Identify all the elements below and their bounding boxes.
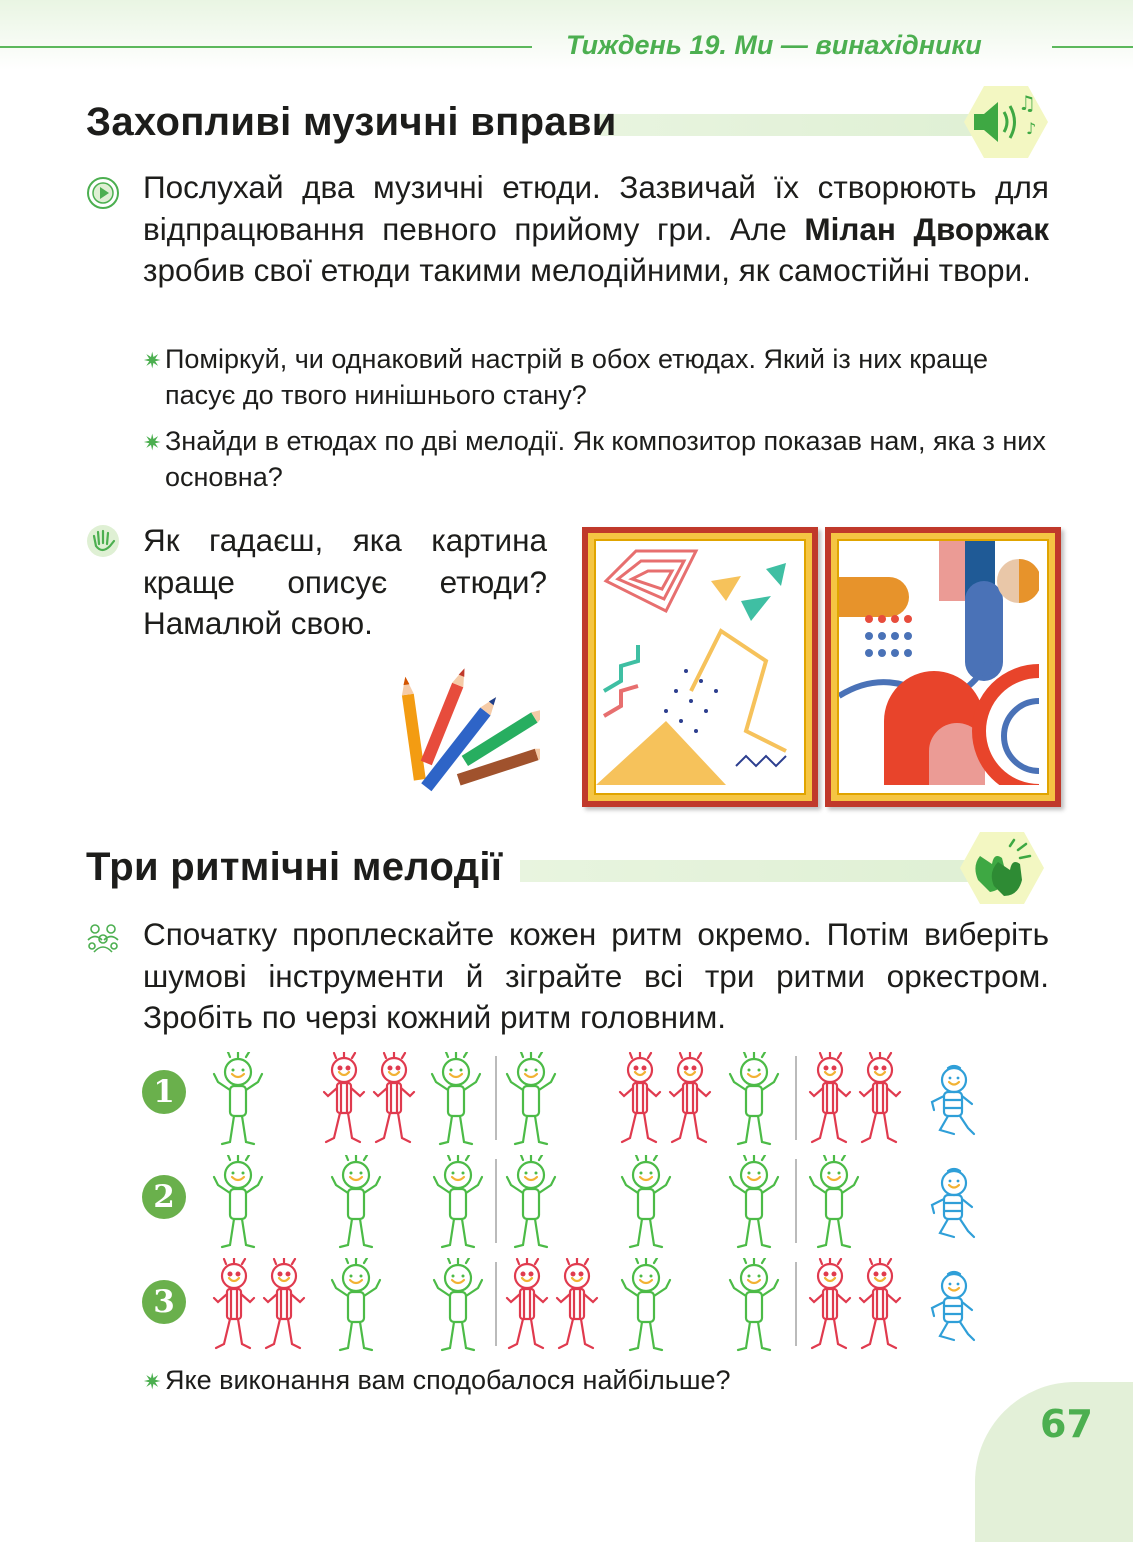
section-title-bar [600, 114, 1000, 136]
green-child-figure [430, 1052, 482, 1148]
asterisk-icon: ✷ [143, 430, 162, 455]
green-child-figure [212, 1052, 264, 1148]
green-child-figure [728, 1258, 780, 1354]
red-children-pair-figure [618, 1052, 716, 1148]
blue-resting-child-figure [928, 1064, 978, 1144]
green-child-figure [212, 1155, 264, 1251]
group-paragraph: Спочатку проплескайте кожен ритм окремо. Потім виберіть шумові інструменти й зіграйте всі три ритми оркестром. Зробіть по черзі кожний ритм головним. [143, 916, 1049, 1035]
green-child-figure [432, 1258, 484, 1354]
section-title-music-exercises: Захопливі музичні вправи [86, 100, 617, 144]
green-child-figure [728, 1155, 780, 1251]
listen-paragraph: Послухай два музичні етюди. Зазвичай їх створюють для відпрацювання певного прийому гри. Але Мілан Дворжак зробив свої етюди такими мелодійними, як самостійні твори. [143, 169, 1049, 288]
green-child-figure [330, 1155, 382, 1251]
green-child-figure [620, 1258, 672, 1354]
green-child-figure [808, 1155, 860, 1251]
rhythm-number-2: 2 [142, 1175, 186, 1219]
green-child-figure [728, 1052, 780, 1148]
bar-line [795, 1159, 797, 1243]
rhythm-number-3: 3 [142, 1280, 186, 1324]
green-child-figure [620, 1155, 672, 1251]
question-melodies: ✷ Знайди в етюдах по дві мелодії. Як композитор показав нам, яка з них основна? [143, 426, 1046, 492]
bar-line [795, 1056, 797, 1140]
speaker-music-icon [962, 84, 1050, 160]
hand-icon [86, 524, 120, 558]
asterisk-icon: ✷ [143, 1369, 162, 1394]
red-children-pair-figure [322, 1052, 420, 1148]
header-rule-right [1052, 46, 1133, 48]
red-children-pair-figure [505, 1258, 603, 1354]
running-head: Тиждень 19. Ми — винахідники [566, 30, 982, 60]
clapping-hands-icon [958, 830, 1046, 906]
blue-resting-child-figure [928, 1270, 978, 1350]
bar-line [495, 1056, 497, 1140]
green-child-figure [505, 1052, 557, 1148]
play-audio-icon[interactable] [86, 176, 120, 210]
painting-abstract-shapes [825, 527, 1061, 807]
bar-line [795, 1262, 797, 1346]
bar-line [495, 1159, 497, 1243]
colored-pencils-illustration [392, 664, 540, 804]
group-work-icon [86, 920, 120, 954]
asterisk-icon: ✷ [143, 348, 162, 373]
green-child-figure [505, 1155, 557, 1251]
red-children-pair-figure [808, 1052, 906, 1148]
red-children-pair-figure [808, 1258, 906, 1354]
blue-resting-child-figure [928, 1167, 978, 1247]
green-child-figure [330, 1258, 382, 1354]
red-children-pair-figure [212, 1258, 310, 1354]
question-mood: ✷ Поміркуй, чи однаковий настрій в обох етюдах. Який із них краще пасує до твого нинішнього стану? [143, 344, 989, 410]
page-number: 67 [1040, 1402, 1093, 1446]
green-child-figure [432, 1155, 484, 1251]
section-title-bar [520, 860, 990, 882]
svg-text:♫: ♫ [1018, 91, 1036, 115]
section-title-rhythmic-melodies: Три ритмічні мелодії [86, 845, 503, 889]
bar-line [495, 1262, 497, 1346]
rhythm-number-1: 1 [142, 1070, 186, 1114]
painting-geometric [582, 527, 818, 807]
final-question: ✷ Яке виконання вам сподобалося найбільше? [143, 1362, 1055, 1398]
header-rule-left [0, 46, 532, 48]
draw-paragraph: Як гадаєш, яка картина краще описує етюди? Намалюй свою. [143, 522, 547, 641]
svg-text:♪: ♪ [1026, 119, 1037, 138]
